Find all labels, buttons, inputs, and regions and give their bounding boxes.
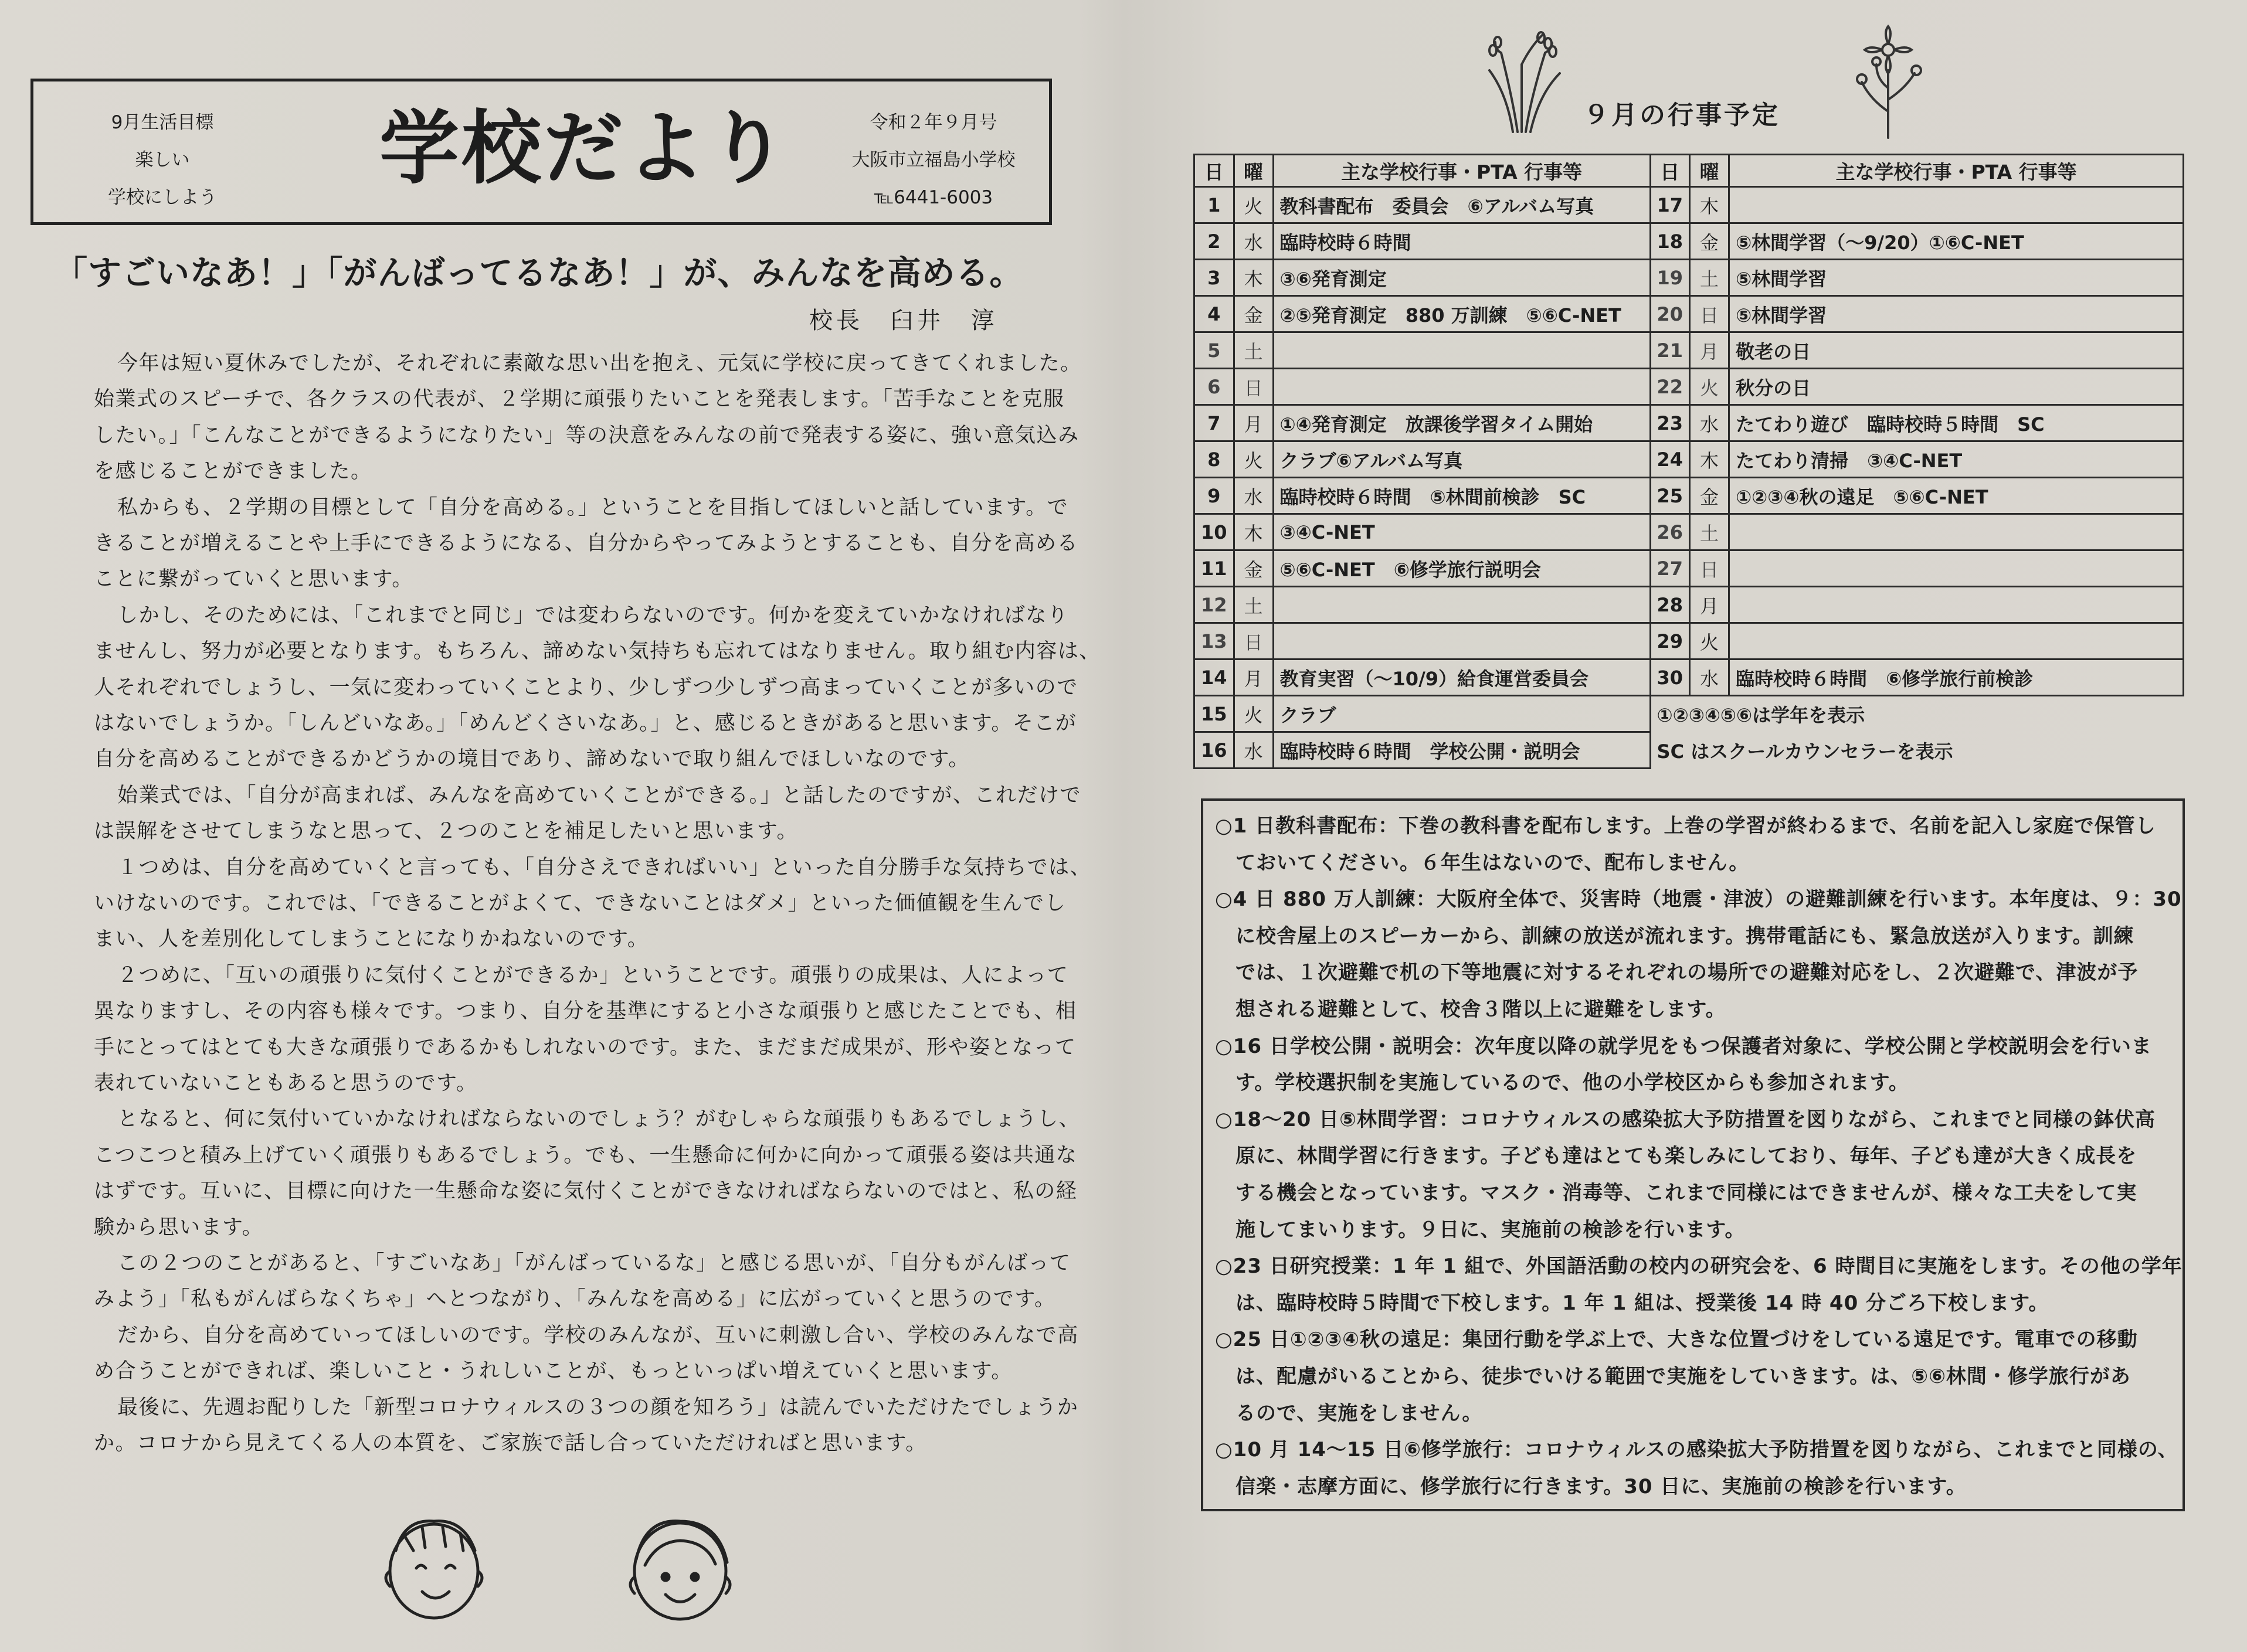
article-line: しかし、そのためには、「これまでと同じ」では変わらないのです。何かを変えていかなければなり xyxy=(117,603,1069,627)
goal-line-2: 学校にしよう xyxy=(108,187,217,208)
day-cell: 23 xyxy=(1650,405,1690,441)
weekday-cell: 木 xyxy=(1234,514,1273,550)
day-cell: 5 xyxy=(1194,332,1234,369)
header-event: 主な学校行事・PTA 行事等 xyxy=(1729,155,2184,187)
article-line: 始業式では、「自分が高まれば、みんなを高めていくことができる。」と話したのですが、これだけで xyxy=(117,783,1082,807)
day-cell: 27 xyxy=(1650,550,1690,587)
newsletter-title: 学校だより xyxy=(379,103,790,195)
event-cell xyxy=(1729,550,2184,587)
weekday-cell: 日 xyxy=(1234,369,1273,405)
schedule-row xyxy=(1194,223,2184,260)
issue-date: 令和２年９月号 xyxy=(870,112,997,133)
event-note-line: 信楽・志摩方面に、修学旅行に行きます。30 日に、実施前の検診を行います。 xyxy=(1215,1474,1967,1498)
event-note-line: ておいてください。６年生はないので、配布しません。 xyxy=(1215,851,1750,875)
event-note-line: 施してまいります。９日に、実施前の検診を行います。 xyxy=(1215,1218,1746,1242)
event-cell: 臨時校時６時間 ⑥修学旅行前検診 xyxy=(1729,660,2184,696)
day-cell: 25 xyxy=(1650,478,1690,514)
weekday-cell: 月 xyxy=(1234,405,1273,441)
header-weekday: 曜 xyxy=(1690,155,1729,187)
day-cell: 11 xyxy=(1194,550,1234,587)
weekday-cell: 日 xyxy=(1690,550,1729,587)
event-cell: ③⑥発育測定 xyxy=(1273,260,1650,296)
weekday-cell: 日 xyxy=(1690,296,1729,332)
day-cell: 14 xyxy=(1194,660,1234,696)
monthly-goal xyxy=(74,104,250,216)
event-note-line: ○16 日学校公開・説明会：次年度以降の就学児をもつ保護者対象に、学校公開と学校説明会を行いま xyxy=(1215,1034,2152,1058)
article-headline: 「すごいなあ！」「がんばってるなあ！」が、みんなを高める。 xyxy=(54,254,1024,293)
weekday-cell: 火 xyxy=(1234,696,1273,732)
event-cell xyxy=(1273,587,1650,623)
event-cell xyxy=(1729,187,2184,223)
weekday-cell: 水 xyxy=(1234,478,1273,514)
article-line: まい、人を差別化してしまうことになりかねないのです。 xyxy=(94,927,649,951)
event-cell: 敬老の日 xyxy=(1729,332,2184,369)
weekday-cell: 土 xyxy=(1690,260,1729,296)
day-cell: 15 xyxy=(1194,696,1234,732)
schedule-legend: SC はスクールカウンセラーを表示 xyxy=(1657,740,1953,763)
article-author: 校長 臼井 淳 xyxy=(809,307,998,334)
schedule-row xyxy=(1194,369,2184,405)
article-line: 手にとってはとても大きな頑張りであるかもしれないのです。また、まだまだ成果が、形や姿となって xyxy=(94,1035,1077,1059)
event-note-line: す。学校選択制を実施しているので、他の小学校区からも参加されます。 xyxy=(1215,1071,1909,1095)
day-cell: 24 xyxy=(1650,441,1690,478)
event-note-line: は、臨時校時５時間で下校します。1 年 1 組は、授業後 14 時 40 分ごろ下校します。 xyxy=(1215,1291,2049,1315)
schedule-row xyxy=(1194,441,2184,478)
event-cell: 臨時校時６時間 学校公開・説明会 xyxy=(1273,732,1650,769)
schedule-row xyxy=(1194,732,2184,769)
weekday-cell: 金 xyxy=(1690,478,1729,514)
event-cell xyxy=(1273,369,1650,405)
weekday-cell: 水 xyxy=(1690,405,1729,441)
event-note-line: ○4 日 880 万人訓練：大阪府全体で、災害時（地震・津波）の避難訓練を行います。本年度は、９：30 xyxy=(1215,888,2182,912)
day-cell: 18 xyxy=(1650,223,1690,260)
day-cell: 3 xyxy=(1194,260,1234,296)
event-note-line: 原に、林間学習に行きます。子ども達はとても楽しみにしており、毎年、子ども達が大きく成長を xyxy=(1215,1144,2137,1168)
weekday-cell: 金 xyxy=(1234,550,1273,587)
article-line: 験から思います。 xyxy=(94,1215,264,1239)
header-weekday: 曜 xyxy=(1234,155,1273,187)
event-cell xyxy=(1273,623,1650,660)
article-line: 異なりますし、その内容も様々です。つまり、自分を基準にすると小さな頑張りと感じたことでも、相 xyxy=(94,1000,1077,1024)
article-line: この２つのことがあると、「すごいなあ」「がんばっているな」と感じる思いが、「自分もがんばって xyxy=(117,1252,1071,1275)
day-cell: 2 xyxy=(1194,223,1234,260)
event-note-line: ○18～20 日⑤林間学習：コロナウィルスの感染拡大予防措置を図りながら、これまでと同様の鉢伏高 xyxy=(1215,1107,2156,1131)
article-line: 人それぞれでしょうし、一気に変わっていくことより、少しずつ少しずつ高まっていくことが多いので xyxy=(94,675,1078,699)
weekday-cell: 火 xyxy=(1690,623,1729,660)
day-cell: 12 xyxy=(1194,587,1234,623)
day-cell: 19 xyxy=(1650,260,1690,296)
article-line: ２つめに、「互いの頑張りに気付くことができるか」ということです。頑張りの成果は、人によって xyxy=(117,963,1069,987)
day-cell: 10 xyxy=(1194,514,1234,550)
schedule-row xyxy=(1194,587,2184,623)
weekday-cell: 土 xyxy=(1690,514,1729,550)
weekday-cell: 水 xyxy=(1690,660,1729,696)
schedule-table xyxy=(1193,154,2184,769)
event-cell xyxy=(1729,587,2184,623)
day-cell: 13 xyxy=(1194,623,1234,660)
article-line: １つめは、自分を高めていくと言っても、「自分さえできればいい」といった自分勝手な気持ちでは、 xyxy=(117,855,1092,879)
weekday-cell: 火 xyxy=(1690,369,1729,405)
article-line: 最後に、先週お配りした「新型コロナウィルスの３つの顔を知ろう」は読んでいただけたでしょうか xyxy=(117,1395,1079,1419)
weekday-cell: 火 xyxy=(1234,187,1273,223)
event-cell: ⑤⑥C-NET ⑥修学旅行説明会 xyxy=(1273,550,1650,587)
cosmos-flower-illustration xyxy=(1841,23,1935,141)
article-line: は誤解をさせてしまうなと思って、２つのことを補足したいと思います。 xyxy=(94,820,799,844)
event-note-line: に校舎屋上のスピーカーから、訓練の放送が流れます。携帯電話にも、緊急放送が入ります。訓練 xyxy=(1215,924,2134,948)
article-line: 始業式のスピーチで、各クラスの代表が、２学期に頑張りたいことを発表します。「苦手なことを克服 xyxy=(94,387,1065,412)
schedule-header-row xyxy=(1194,155,2184,187)
day-cell: 6 xyxy=(1194,369,1234,405)
event-cell: ⑤林間学習 xyxy=(1729,296,2184,332)
event-note-line: ○1 日教科書配布：下巻の教科書を配布します。上巻の学習が終わるまで、名前を記入し家庭で保管し xyxy=(1215,814,2156,838)
weekday-cell: 水 xyxy=(1234,732,1273,769)
schedule-title: ９月の行事予定 xyxy=(1583,100,1780,130)
event-note-line: する機会となっています。マスク・消毒等、これまで同様にはできませんが、様々な工夫をして実 xyxy=(1215,1181,2137,1205)
article-line: ませんし、努力が必要となります。もちろん、諦めない気持ちも忘れてはなりません。取り組む内容は、 xyxy=(94,640,1101,664)
event-cell: 臨時校時６時間 xyxy=(1273,223,1650,260)
event-cell: 秋分の日 xyxy=(1729,369,2184,405)
weekday-cell: 日 xyxy=(1234,623,1273,660)
event-cell: 臨時校時６時間 ⑤林間前検診 SC xyxy=(1273,478,1650,514)
article-line: だから、自分を高めていってほしいのです。学校のみんなが、互いに刺激し合い、学校のみんなで高 xyxy=(117,1323,1079,1347)
schedule-row xyxy=(1194,296,2184,332)
day-cell: 20 xyxy=(1650,296,1690,332)
event-cell: 教科書配布 委員会 ⑥アルバム写真 xyxy=(1273,187,1650,223)
day-cell: 17 xyxy=(1650,187,1690,223)
weekday-cell: 火 xyxy=(1234,441,1273,478)
goal-line-1: 楽しい xyxy=(135,149,190,171)
event-cell xyxy=(1273,332,1650,369)
article-line: め合うことができれば、楽しいこと・うれしいことが、もっといっぱい増えていくと思います。 xyxy=(94,1359,1013,1384)
event-cell: たてわり遊び 臨時校時５時間 SC xyxy=(1729,405,2184,441)
event-cell xyxy=(1729,514,2184,550)
article-line: 私からも、２学期の目標として「自分を高める。」ということを目指してほしいと話しています。で xyxy=(117,495,1069,519)
event-cell: クラブ xyxy=(1273,696,1650,732)
day-cell: 4 xyxy=(1194,296,1234,332)
day-cell: 30 xyxy=(1650,660,1690,696)
event-cell: ①④発育測定 放課後学習タイム開始 xyxy=(1273,405,1650,441)
header-day: 日 xyxy=(1194,155,1234,187)
article-line: はずです。互いに、目標に向けた一生懸命な姿に気付くことができなければならないのではと、私の経 xyxy=(94,1179,1078,1204)
weekday-cell: 月 xyxy=(1690,587,1729,623)
school-phone: ℡6441-6003 xyxy=(874,187,993,208)
schedule-row xyxy=(1194,660,2184,696)
article-line: か。コロナから見えてくる人の本質を、ご家族で話し合っていただければと思います。 xyxy=(94,1432,927,1455)
article-line: こつこつと積み上げていく頑張りもあるでしょう。でも、一生懸命に何かに向かって頑張る姿は共通な xyxy=(94,1143,1078,1167)
article-line: ことに繋がっていくと思います。 xyxy=(94,567,413,592)
article-line: 表れていないこともあると思うのです。 xyxy=(94,1072,478,1095)
header-day: 日 xyxy=(1650,155,1690,187)
schedule-row xyxy=(1194,405,2184,441)
schedule-legend: ①②③④⑤⑥は学年を表示 xyxy=(1657,704,1865,727)
day-cell: 7 xyxy=(1194,405,1234,441)
event-cell: たてわり清掃 ③④C-NET xyxy=(1729,441,2184,478)
article-line: したい。」「こんなことができるようになりたい」等の決意をみんなの前で発表する姿に、強い意気込み xyxy=(94,423,1080,447)
article-line: いけないのです。これでは、「できることがよくて、できないことはダメ」といった価値観を生んでし xyxy=(94,892,1067,915)
weekday-cell: 金 xyxy=(1234,296,1273,332)
weekday-cell: 木 xyxy=(1690,441,1729,478)
weekday-cell: 金 xyxy=(1690,223,1729,260)
article-line: を感じることができました。 xyxy=(94,460,372,484)
article-line: 自分を高めることができるかどうかの境目であり、諦めないで取り組んでほしいなのです。 xyxy=(94,747,970,771)
day-cell: 26 xyxy=(1650,514,1690,550)
event-cell xyxy=(1729,623,2184,660)
article-line: はないでしょうか。「しんどいなあ。」「めんどくさいなあ。」と、感じるときがあると思います。そこが xyxy=(94,712,1077,735)
day-cell: 21 xyxy=(1650,332,1690,369)
event-note-line: では、１次避難で机の下等地震に対するそれぞれの場所での避難対応をし、２次避難で、津波が予 xyxy=(1215,961,2139,985)
day-cell: 16 xyxy=(1194,732,1234,769)
event-cell: ⑤林間学習 xyxy=(1729,260,2184,296)
weekday-cell: 月 xyxy=(1690,332,1729,369)
day-cell: 29 xyxy=(1650,623,1690,660)
weekday-cell: 木 xyxy=(1234,260,1273,296)
event-note-line: は、配慮がいることから、徒歩でいける範囲で実施をしていきます。は、⑤⑥林間・修学旅行があ xyxy=(1215,1365,2131,1388)
schedule-row xyxy=(1194,696,2184,732)
event-note-line: ○25 日①②③④秋の遠足：集団行動を学ぶ上で、大きな位置づけをしている遠足です。電車での移動 xyxy=(1215,1328,2138,1352)
event-cell: ②⑤発育測定 880 万訓練 ⑤⑥C-NET xyxy=(1273,296,1650,332)
school-name: 大阪市立福島小学校 xyxy=(851,149,1016,171)
event-notes-box xyxy=(1201,798,2185,1511)
event-note-line: 想される避難として、校舎３階以上に避難をします。 xyxy=(1215,998,1726,1021)
schedule-row xyxy=(1194,478,2184,514)
article-line: きることが増えることや上手にできるようになる、自分からやってみようとすることも、自分を高める xyxy=(94,532,1079,555)
weekday-cell: 土 xyxy=(1234,332,1273,369)
article-line: となると、何に気付いていかなければならないのでしょう？がむしゃらな頑張りもあるでしょうし、 xyxy=(117,1107,1081,1131)
header-event: 主な学校行事・PTA 行事等 xyxy=(1273,155,1650,187)
day-cell: 28 xyxy=(1650,587,1690,623)
article-line: みよう」「私もがんばらなくちゃ」へとつながり、「みんなを高める」に広がっていくと思うのです。 xyxy=(94,1287,1056,1311)
day-cell: 1 xyxy=(1194,187,1234,223)
children-faces-illustration xyxy=(364,1495,786,1636)
event-cell: ③④C-NET xyxy=(1273,514,1650,550)
rice-plant-illustration xyxy=(1472,29,1571,135)
event-cell: ⑤林間学習（～9/20）①⑥C-NET xyxy=(1729,223,2184,260)
event-note-line: ○23 日研究授業：1 年 1 組で、外国語活動の校内の研究会を、6 時間目に実施をします。その他の学年 xyxy=(1215,1255,2182,1279)
article-line: 今年は短い夏休みでしたが、それぞれに素敵な思い出を抱え、元気に学校に戻ってきてくれました。 xyxy=(117,352,1082,375)
schedule-row xyxy=(1194,550,2184,587)
weekday-cell: 水 xyxy=(1234,223,1273,260)
schedule-row xyxy=(1194,623,2184,660)
weekday-cell: 木 xyxy=(1690,187,1729,223)
day-cell: 8 xyxy=(1194,441,1234,478)
schedule-row xyxy=(1194,187,2184,223)
weekday-cell: 土 xyxy=(1234,587,1273,623)
schedule-row xyxy=(1194,260,2184,296)
event-cell: クラブ⑥アルバム写真 xyxy=(1273,441,1650,478)
goal-label: 9月生活目標 xyxy=(111,112,214,133)
schedule-row xyxy=(1194,332,2184,369)
masthead xyxy=(30,79,1052,225)
issue-info xyxy=(837,104,1030,216)
schedule-row xyxy=(1194,514,2184,550)
event-note-line: ○10 月 14～15 日⑥修学旅行：コロナウィルスの感染拡大予防措置を図りながら、これまでと同様の、 xyxy=(1215,1438,2178,1462)
event-cell: ①②③④秋の遠足 ⑤⑥C-NET xyxy=(1729,478,2184,514)
day-cell: 9 xyxy=(1194,478,1234,514)
day-cell: 22 xyxy=(1650,369,1690,405)
event-note-line: るので、実施をしません。 xyxy=(1215,1401,1483,1425)
weekday-cell: 月 xyxy=(1234,660,1273,696)
event-cell: 教育実習（～10/9）給食運営委員会 xyxy=(1273,660,1650,696)
